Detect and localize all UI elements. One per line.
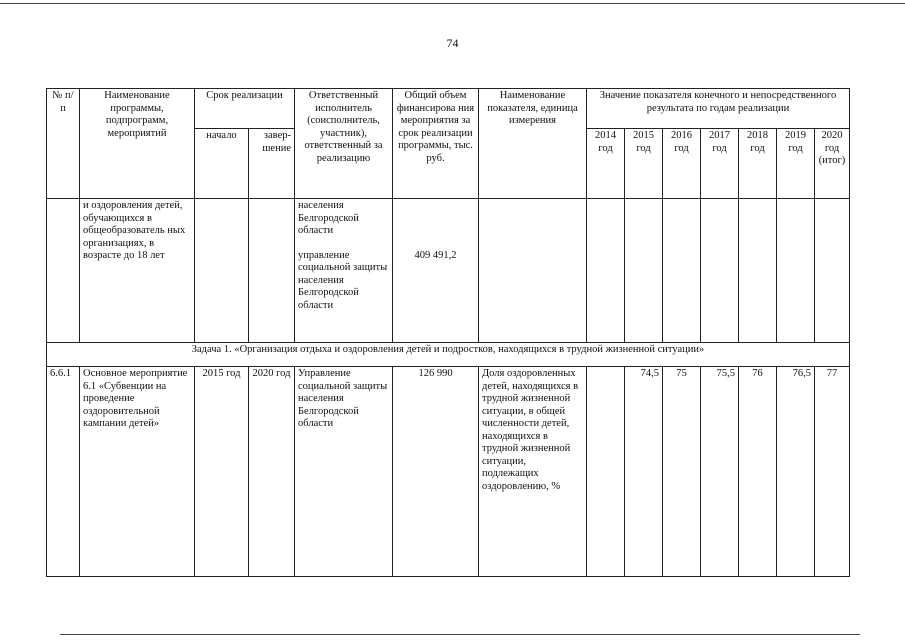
activity-value: 75,5 <box>701 367 739 577</box>
header-values-caption: Значение показателя конечного и непосредственного результата по годам реализации <box>587 89 850 129</box>
cont-val <box>625 199 663 343</box>
activity-value <box>587 367 625 577</box>
scan-edge-bottom <box>60 634 860 635</box>
header-year: 2014 год <box>587 129 625 199</box>
activity-value: 76 <box>739 367 777 577</box>
cont-indicator <box>479 199 587 343</box>
activity-indicator: Доля оздоровленных детей, находящихся в трудной жизненной ситуации, в общей численности детей, находящихся в трудной жизненной ситуации, подлежащих оздоровлению, % <box>479 367 587 577</box>
page-number: 74 <box>446 36 459 50</box>
cont-funding: 409 491,2 <box>414 250 457 261</box>
cont-funding-cell <box>393 199 479 343</box>
activity-num: 6.6.1 <box>47 367 80 577</box>
cont-executor <box>295 199 393 343</box>
header-funding: Общий объем финансирова ния мероприятия за срок реализации программы, тыс. руб. <box>393 89 479 199</box>
cont-executor-1: населения Белгородской области <box>298 200 359 236</box>
cont-executor-2: управление социальной защиты населения Белгородской области <box>298 249 388 311</box>
header-num: № п/п <box>47 89 80 199</box>
header-period: Срок реализации <box>195 89 295 129</box>
cont-val <box>701 199 739 343</box>
activity-name: Основное мероприятие 6.1 «Субвенции на проведение оздоровительной кампании детей» <box>80 367 195 577</box>
cont-val <box>663 199 701 343</box>
activity-value: 75 <box>663 367 701 577</box>
header-name: Наименование программы, подпрограмм, мероприятий <box>80 89 195 199</box>
cont-start <box>195 199 249 343</box>
cont-val <box>587 199 625 343</box>
header-year: 2018 год <box>739 129 777 199</box>
activity-executor: Управление социальной защиты населения Белгородской области <box>295 367 393 577</box>
activity-end: 2020 год <box>249 367 295 577</box>
activity-value: 76,5 <box>777 367 815 577</box>
cont-end <box>249 199 295 343</box>
activity-start: 2015 год <box>195 367 249 577</box>
header-year: 2017 год <box>701 129 739 199</box>
program-table <box>46 88 850 577</box>
header-end: завер-шение <box>249 129 295 199</box>
header-year: 2019 год <box>777 129 815 199</box>
task-heading: Задача 1. «Организация отдыха и оздоровления детей и подростков, находящихся в трудной жизненной ситуации» <box>47 343 850 367</box>
cont-name: и оздоровления детей, обучающихся в общеобразователь ных организациях, в возрасте до 18 лет <box>80 199 195 343</box>
header-start: начало <box>195 129 249 199</box>
header-year: 2020 год (итог) <box>815 129 850 199</box>
header-executor: Ответственный исполнитель (соисполнитель, участник), ответственный за реализацию <box>295 89 393 199</box>
cont-val <box>777 199 815 343</box>
scan-edge-top <box>0 3 905 4</box>
activity-funding: 126 990 <box>393 367 479 577</box>
header-indicator: Наименование показателя, единица измерения <box>479 89 587 199</box>
header-year: 2015 год <box>625 129 663 199</box>
header-year: 2016 год <box>663 129 701 199</box>
activity-value: 74,5 <box>625 367 663 577</box>
cont-val <box>815 199 850 343</box>
activity-value: 77 <box>815 367 850 577</box>
cont-num <box>47 199 80 343</box>
cont-val <box>739 199 777 343</box>
